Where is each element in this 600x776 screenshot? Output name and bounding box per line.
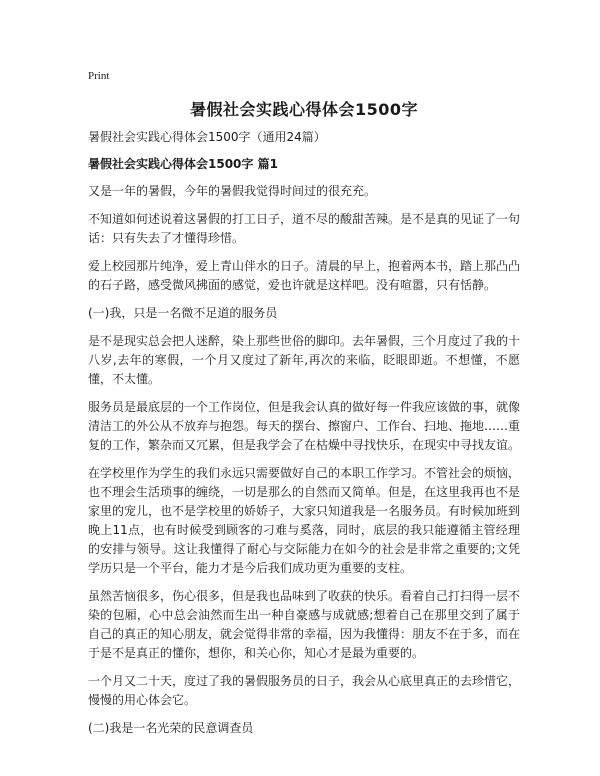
paragraph: 在学校里作为学生的我们永远只需要做好自己的本职工作学习。不管社会的烦恼，也不理会生活琐事的缠绕，一切是那么的自然而又简单。但是，在这里我再也不是家里的宠儿，也不是学校里的娇娇子，大家只知道我是一名服务员。有时候加班到晚上11点，也有时候受到顾客的刁难与奚落，同时，底层的我只能遵循主管经理的安排与领导。这让我懂得了耐心与交际能力在如今的社会是非常之重要的;文凭学历只是一个平台，能力才是今后我们成功更为重要的支柱。 [88, 466, 521, 575]
paragraph: 不知道如何述说着这暑假的打工日子，道不尽的酸甜苦辣。是不是真的见证了一句话：只有失去了才懂得珍惜。 [88, 212, 521, 245]
paragraph: 一个月又二十天，度过了我的暑假服务员的日子，我会从心底里真正的去珍惜它，慢慢的用心体会它。 [88, 674, 521, 707]
paragraph: 又是一年的暑假，今年的暑假我觉得时间过的很充充。 [88, 184, 377, 198]
paragraph: 虽然苦恼很多，伤心很多，但是我也品味到了收获的快乐。看着自己打扫得一层不染的包厢，心中总会油然而生出一种自豪感与成就感;想着自己在那里交到了属于自己的真正的知心朋友，就会觉得非常的幸福，因为我懂得：朋友不在于多，而在于是不是真正的懂你，想你，和关心你，知心才是最为重要的。 [88, 589, 521, 660]
print-label: Print [88, 70, 110, 82]
document-title: 暑假社会实践心得体会1500字 [189, 100, 419, 119]
subsection-heading: (二)我是一名光荣的民意调查员 [88, 721, 254, 735]
document-subtitle: 暑假社会实践心得体会1500字（通用24篇） [88, 130, 326, 144]
document-body [88, 128, 520, 747]
paragraph: 是不是现实总会把人迷醉，染上那些世俗的脚印。去年暑假，三个月度过了我的十八岁,去年的寒假，一个月又度过了新年,再次的来临，眨眼即逝。不想懂，不愿懂，不太懂。 [88, 334, 521, 386]
section-heading: 暑假社会实践心得体会1500字 篇1 [88, 157, 278, 171]
subsection-heading: (一)我，只是一名微不足道的服务员 [88, 306, 278, 320]
paragraph: 服务员是最底层的一个工作岗位，但是我会认真的做好每一件我应该做的事，就像清洁工的外公从不放弃与抱怨。每天的摆台、擦窗户、工作台、扫地、拖地……重复的工作，繁杂而又冗累，但是我学会了在枯燥中寻找快乐，在现实中寻找友谊。 [88, 400, 521, 452]
paragraph: 爱上校园那片纯净，爱上青山伴水的日子。清晨的早上，抱着两本书，踏上那凸凸的石子路，感受微风拂面的感觉，爱也许就是这样吧。没有喧嚣，只有恬静。 [88, 259, 521, 292]
